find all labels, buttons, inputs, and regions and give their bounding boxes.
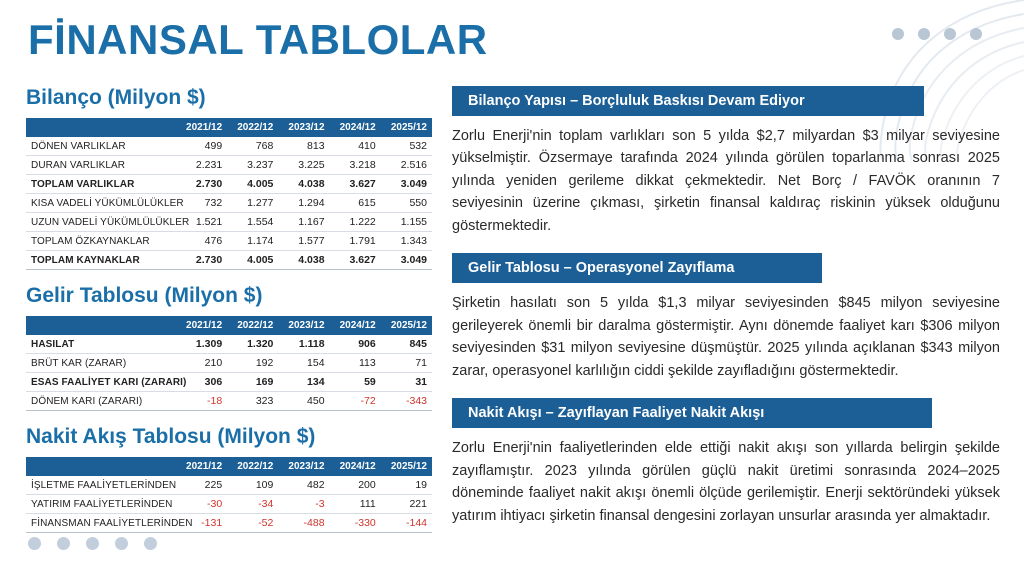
table-cell: 19 xyxy=(381,476,432,495)
table-cell: 2.730 xyxy=(176,175,227,194)
dot xyxy=(892,28,904,40)
table-cell: 154 xyxy=(278,354,329,373)
table-cell: 200 xyxy=(330,476,381,495)
table-cell: 3.225 xyxy=(278,156,329,175)
dot xyxy=(57,537,70,550)
table-cell: 450 xyxy=(278,392,329,411)
dot xyxy=(918,28,930,40)
dot xyxy=(86,537,99,550)
table-cell: 306 xyxy=(176,373,227,392)
table-cell: 4.005 xyxy=(227,175,278,194)
table-cell: 845 xyxy=(381,335,432,354)
table-header-row xyxy=(26,457,432,476)
table-cell: 1.791 xyxy=(330,232,381,251)
commentary-text-cashflow: Zorlu Enerji'nin faaliyetlerinden elde ettiği nakit akışı son yıllarda belirgin şekilde zayıflamıştır. 2023 yılında görülen güçlü nakit üretimi sonrasında 2024–2025 döneminde faaliyet nakit akışı önemli ölçüde gerilemiştir. Enerji sektöründeki yüksek yatırım ihtiyacı şirketin finansal dengesini zorlayan unsurlar arasında yer almaktadır. xyxy=(452,440,1000,524)
table-cell: 1.167 xyxy=(278,213,329,232)
table-cell: 1.309 xyxy=(176,335,227,354)
table-cell: 476 xyxy=(176,232,227,251)
table-cell: 4.038 xyxy=(278,251,329,270)
table-cell: 3.049 xyxy=(381,251,432,270)
table-cell: 3.218 xyxy=(330,156,381,175)
row-label: TOPLAM VARLIKLAR xyxy=(26,175,176,194)
table-cell: -34 xyxy=(227,495,278,514)
decorative-dots-bottom xyxy=(28,537,157,550)
column-header-label xyxy=(26,118,176,137)
table-cell: 111 xyxy=(330,495,381,514)
table-cell: 1.294 xyxy=(278,194,329,213)
balance-sheet-body xyxy=(26,137,432,270)
table-cell: 3.237 xyxy=(227,156,278,175)
table-cell: 1.222 xyxy=(330,213,381,232)
column-header-label xyxy=(26,316,176,335)
page-title: FİNANSAL TABLOLAR xyxy=(28,16,488,63)
table-cell: 499 xyxy=(176,137,227,156)
table-cell: 1.155 xyxy=(381,213,432,232)
table-cell: 3.627 xyxy=(330,251,381,270)
table-row xyxy=(26,194,432,213)
table-row xyxy=(26,495,432,514)
table-cell: -488 xyxy=(278,514,329,533)
table-row xyxy=(26,175,432,194)
table-header-row xyxy=(26,118,432,137)
commentary-text-balance: Zorlu Enerji'nin toplam varlıkları son 5 yılda $2,7 milyardan $3 milyar seviyesine yükselmiştir. Özsermaye tarafında 2024 yılında görülen toparlanma sonrası 2025 yılında yeniden gerileme dikkat çekmektedir. Net Borç / FAVÖK oranının 7 seviyesinin üzerine çıkması, şirketin finansal kaldıraç riskinin yüksek olduğunu göstermektedir. xyxy=(452,128,1000,234)
dot xyxy=(944,28,956,40)
table-row xyxy=(26,137,432,156)
dot xyxy=(144,537,157,550)
table-cell: 1.277 xyxy=(227,194,278,213)
commentary-heading-cashflow: Nakit Akışı – Zayıflayan Faaliyet Nakit Akışı xyxy=(452,398,932,428)
table-row xyxy=(26,373,432,392)
table-cell: 225 xyxy=(176,476,227,495)
row-label: DURAN VARLIKLAR xyxy=(26,156,176,175)
table-cell: 532 xyxy=(381,137,432,156)
table-cell: -343 xyxy=(381,392,432,411)
table-row xyxy=(26,156,432,175)
table-cell: 2.516 xyxy=(381,156,432,175)
dot xyxy=(970,28,982,40)
table-row xyxy=(26,392,432,411)
table-cell: 71 xyxy=(381,354,432,373)
table-cell: 323 xyxy=(227,392,278,411)
table-cell: 1.577 xyxy=(278,232,329,251)
row-label: BRÜT KAR (ZARAR) xyxy=(26,354,176,373)
row-label: YATIRIM FAALİYETLERİNDEN xyxy=(26,495,176,514)
table-cell: 2.231 xyxy=(176,156,227,175)
income-statement-body xyxy=(26,335,432,411)
tables-column xyxy=(26,86,436,533)
column-header-2023/12: 2023/12 xyxy=(278,118,329,137)
table-cell: 210 xyxy=(176,354,227,373)
cashflow-table xyxy=(26,457,432,533)
table-cell: 134 xyxy=(278,373,329,392)
row-label: KISA VADELİ YÜKÜMLÜLÜKLER xyxy=(26,194,176,213)
column-header-2021/12: 2021/12 xyxy=(176,457,227,476)
table-cell: 1.320 xyxy=(227,335,278,354)
column-header-2025/12: 2025/12 xyxy=(381,457,432,476)
table-cell: 109 xyxy=(227,476,278,495)
column-header-2024/12: 2024/12 xyxy=(330,316,381,335)
row-label: İŞLETME FAALİYETLERİNDEN xyxy=(26,476,176,495)
table-cell: 615 xyxy=(330,194,381,213)
table-cell: -3 xyxy=(278,495,329,514)
row-label: DÖNEN VARLIKLAR xyxy=(26,137,176,156)
column-header-label xyxy=(26,457,176,476)
table-cell: 1.118 xyxy=(278,335,329,354)
row-label: TOPLAM ÖZKAYNAKLAR xyxy=(26,232,176,251)
row-label: UZUN VADELİ YÜKÜMLÜLÜKLER xyxy=(26,213,176,232)
table-cell: 4.038 xyxy=(278,175,329,194)
dot xyxy=(115,537,128,550)
column-header-2025/12: 2025/12 xyxy=(381,118,432,137)
table-row xyxy=(26,213,432,232)
commentary-heading-income: Gelir Tablosu – Operasyonel Zayıflama xyxy=(452,253,822,283)
commentary-heading-balance: Bilanço Yapısı – Borçluluk Baskısı Devam Ediyor xyxy=(452,86,924,116)
dot xyxy=(28,537,41,550)
column-header-2023/12: 2023/12 xyxy=(278,457,329,476)
table-cell: 3.627 xyxy=(330,175,381,194)
column-header-2025/12: 2025/12 xyxy=(381,316,432,335)
balance-sheet-title: Bilanço (Milyon $) xyxy=(26,86,206,109)
column-header-2022/12: 2022/12 xyxy=(227,316,278,335)
table-cell: 192 xyxy=(227,354,278,373)
table-cell: 1.554 xyxy=(227,213,278,232)
table-cell: -131 xyxy=(176,514,227,533)
column-header-2024/12: 2024/12 xyxy=(330,118,381,137)
row-label: HASILAT xyxy=(26,335,176,354)
balance-sheet-table xyxy=(26,118,432,270)
table-cell: 1.174 xyxy=(227,232,278,251)
table-row xyxy=(26,251,432,270)
table-cell: 31 xyxy=(381,373,432,392)
table-cell: 813 xyxy=(278,137,329,156)
table-cell: 3.049 xyxy=(381,175,432,194)
table-cell: -144 xyxy=(381,514,432,533)
table-cell: 4.005 xyxy=(227,251,278,270)
table-row xyxy=(26,335,432,354)
column-header-2022/12: 2022/12 xyxy=(227,118,278,137)
table-cell: 169 xyxy=(227,373,278,392)
table-cell: 2.730 xyxy=(176,251,227,270)
table-cell: 482 xyxy=(278,476,329,495)
table-row xyxy=(26,354,432,373)
income-statement-table xyxy=(26,316,432,411)
table-cell: -330 xyxy=(330,514,381,533)
table-cell: 906 xyxy=(330,335,381,354)
table-cell: 550 xyxy=(381,194,432,213)
cashflow-title: Nakit Akış Tablosu (Milyon $) xyxy=(26,425,316,448)
table-row xyxy=(26,514,432,533)
commentary-text-income: Şirketin hasılatı son 5 yılda $1,3 milyar seviyesinden $845 milyon seviyesine gerileyerek önemli bir daralma göstermiştir. Aynı dönemde faaliyet karı $306 milyon seviyesinden $31 milyon seviyesine düşmüştür. 2025 yılında açıklanan $343 milyon zarar, operasyonel karlılığın ciddi şekilde zayıfladığını göstermektedir. xyxy=(452,295,1000,379)
table-cell: 768 xyxy=(227,137,278,156)
decorative-dots-top xyxy=(892,28,982,40)
commentary-column xyxy=(452,86,1000,527)
table-cell: 59 xyxy=(330,373,381,392)
row-label: TOPLAM KAYNAKLAR xyxy=(26,251,176,270)
table-cell: -18 xyxy=(176,392,227,411)
table-cell: 221 xyxy=(381,495,432,514)
table-header-row xyxy=(26,316,432,335)
column-header-2021/12: 2021/12 xyxy=(176,118,227,137)
table-cell: 113 xyxy=(330,354,381,373)
cashflow-body xyxy=(26,476,432,533)
table-row xyxy=(26,476,432,495)
table-cell: 732 xyxy=(176,194,227,213)
row-label: DÖNEM KARI (ZARARI) xyxy=(26,392,176,411)
row-label: FİNANSMAN FAALİYETLERİNDEN xyxy=(26,514,176,533)
row-label: ESAS FAALİYET KARI (ZARARI) xyxy=(26,373,176,392)
income-statement-title: Gelir Tablosu (Milyon $) xyxy=(26,284,263,307)
table-cell: 410 xyxy=(330,137,381,156)
table-cell: 1.521 xyxy=(176,213,227,232)
table-cell: 1.343 xyxy=(381,232,432,251)
column-header-2021/12: 2021/12 xyxy=(176,316,227,335)
table-cell: -72 xyxy=(330,392,381,411)
column-header-2023/12: 2023/12 xyxy=(278,316,329,335)
column-header-2024/12: 2024/12 xyxy=(330,457,381,476)
table-cell: -52 xyxy=(227,514,278,533)
table-row xyxy=(26,232,432,251)
column-header-2022/12: 2022/12 xyxy=(227,457,278,476)
table-cell: -30 xyxy=(176,495,227,514)
